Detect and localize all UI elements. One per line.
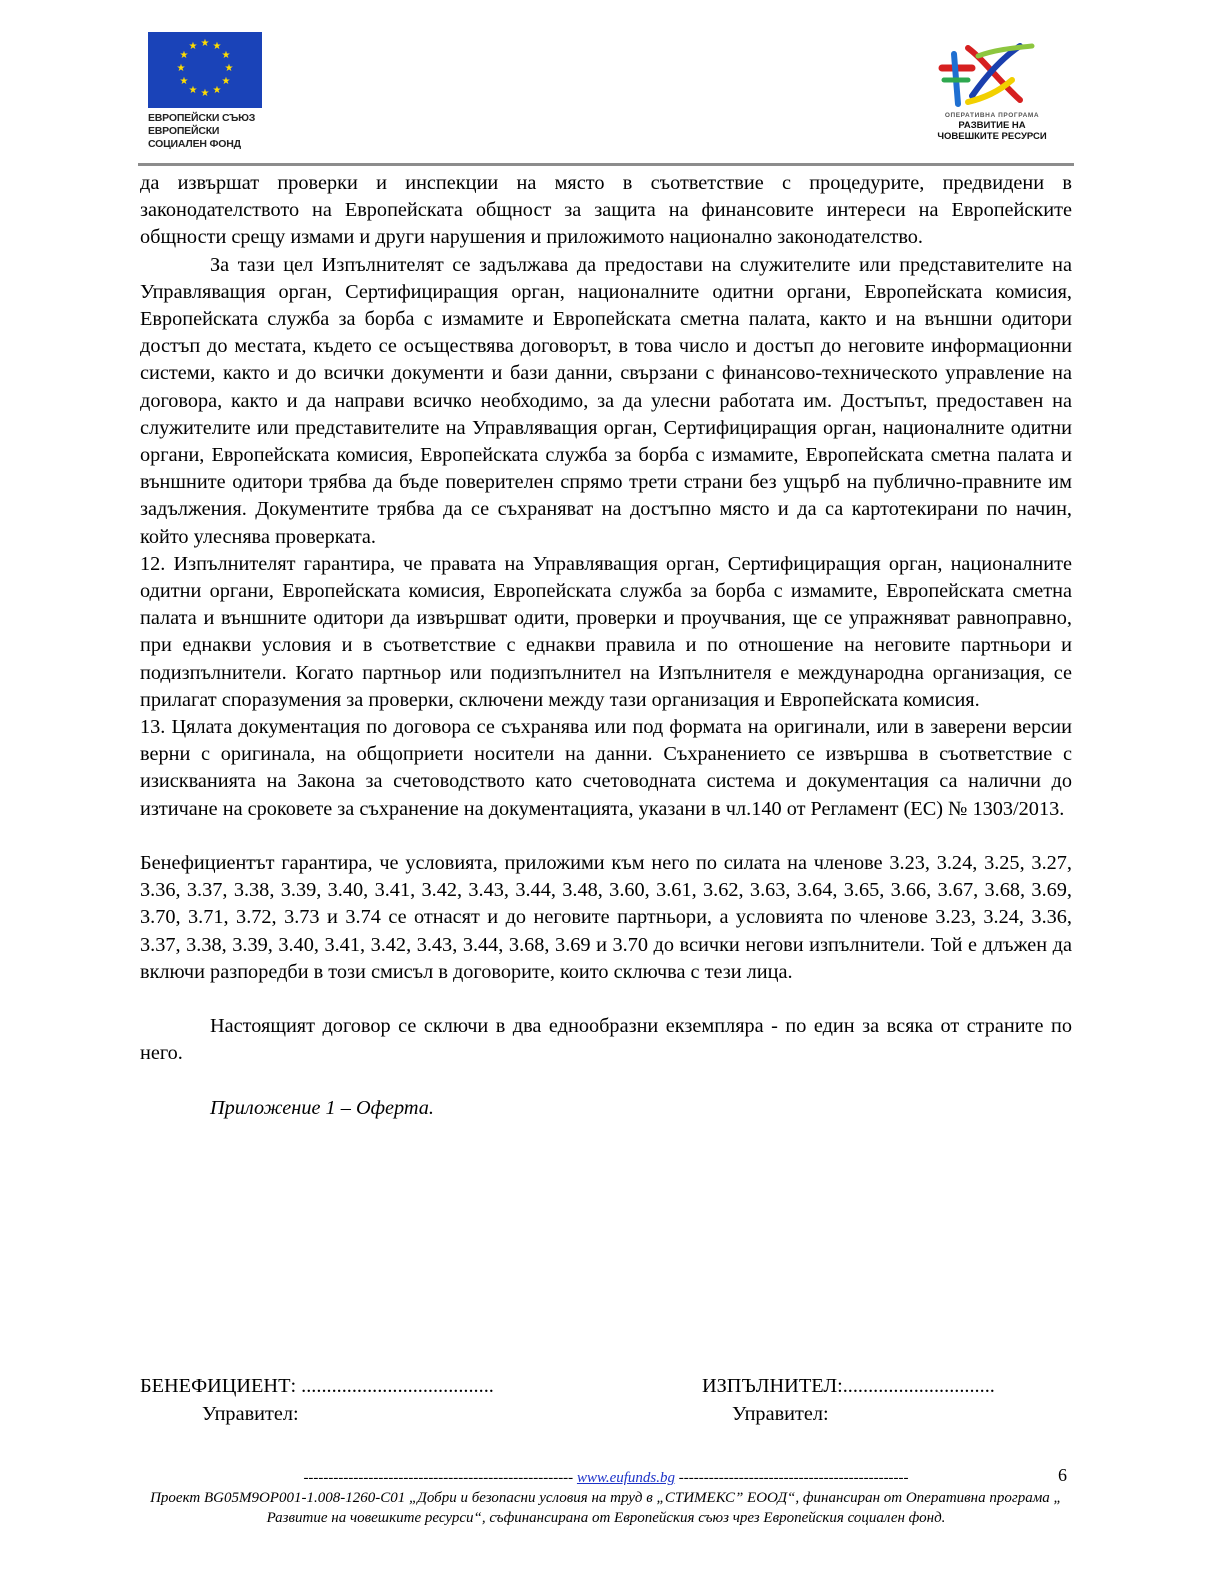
contractor-role: Управител: bbox=[732, 1403, 829, 1425]
paragraph-access: За тази цел Изпълнителят се задължава да предостави на служителите или представителите на Управляващия орган, Сертифициращия орган, националните одитни органи, Европейската комисия, Европейската служба за борба с измамите и Европейската сметна палата, както и на външни одитори достъп до местата, където се осъществява договорът, в това число и достъп до неговите информационни системи, както и до всички документи и бази данни, свързани с финансово-техническото управление на договора, както и да направи всичко необходимо, за да улесни работата им. Достъпът, предоставен на служителите или представителите на Управляващия орган, Сертифициращия орган, националните одитни органи, Европейската комисия, Европейската служба за борба с измамите, Европейската сметна палата и външните одитори трябва да бъде поверителен спрямо трети страни без ущърб на публично-правните им задължения. Документите трябва да се съхраняват на достъпно място и да са картотекирани по начин, който улеснява проверката. bbox=[140, 253, 1072, 548]
contractor-signature bbox=[702, 1372, 995, 1428]
beneficiary-signature bbox=[140, 1372, 494, 1428]
spacer bbox=[140, 823, 1072, 850]
paragraph-beneficiary: Бенефициентът гарантира, че условията, приложими към него по силата на членове 3.23, 3.24, 3.25, 3.27, 3.36, 3.37, 3.38, 3.39, 3.40, 3.41, 3.42, 3.43, 3.44, 3.48, 3.60, 3.61, 3.62, 3.63, 3.64, 3.65, 3.66, 3.67, 3.68, 3.69, 3.70, 3.71, 3.72, 3.73 и 3.74 се отнасят и до неговите партньори, а условията по членове 3.23, 3.24, 3.36, 3.37, 3.38, 3.39, 3.40, 3.41, 3.42, 3.43, 3.44, 3.68, 3.69 и 3.70 до всички негови изпълнители. Той е длъжен да включи разпоредби в този смисъл в договорите, които сключва с тези лица. bbox=[140, 852, 1072, 983]
page-number: 6 bbox=[1058, 1465, 1067, 1485]
spacer bbox=[140, 986, 1072, 1013]
document-body bbox=[140, 170, 1072, 1122]
eufunds-link[interactable]: www.eufunds.bg bbox=[576, 1470, 676, 1486]
spacer bbox=[140, 1068, 1072, 1095]
paragraph-copies: Настоящият договор се сключи в два еднообразни екземпляра - по един за всяка от страните по него. bbox=[140, 1015, 1072, 1065]
header-divider bbox=[138, 163, 1074, 166]
page-footer bbox=[140, 1468, 1072, 1528]
eu-logo bbox=[148, 32, 268, 151]
beneficiary-role: Управител: bbox=[202, 1403, 299, 1425]
paragraph-clause-13: 13. Цялата документация по договора се съхранява или под формата на оригинали, или в заверени версии верни с оригинала, на общоприети носители на данни. Съхранението се извършва в съответствие с изискванията на Закона за счетоводството като счетоводната система и документация са налични до изтичане на сроковете за съхранение на документацията, указани в чл.140 от Регламент (ЕС) № 1303/2013. bbox=[140, 716, 1072, 820]
contractor-label: ИЗПЪЛНИТЕЛ:.............................. bbox=[702, 1375, 995, 1397]
hrd-programme-logo bbox=[924, 40, 1060, 148]
footer-project-text: Проект BG05M9OP001-1.008-1260-C01 „Добри и безопасни условия на труд в „СТИМЕКС” ЕООД“, финансиран от Оперативна програма „ Развитие на човешките ресурси“, съфинансирана от Европейския съюз чрез Европейския социален фонд. bbox=[150, 1490, 1062, 1526]
beneficiary-label: БЕНЕФИЦИЕНТ: ...................................... bbox=[140, 1375, 494, 1397]
eu-flag-icon: ★ ★ ★ ★ ★ ★ ★ ★ ★ ★ ★ ★ bbox=[148, 32, 262, 108]
annex-reference: Приложение 1 – Оферта. bbox=[210, 1096, 434, 1119]
footer-link-line: ------------------------------------------------------ www.eufunds.bg ---------------------------------------------- bbox=[303, 1470, 909, 1486]
hrd-caption: ОПЕРАТИВНА ПРОГРАМА РАЗВИТИЕ НА ЧОВЕШКИТЕ РЕСУРСИ bbox=[937, 112, 1047, 142]
eu-caption: ЕВРОПЕЙСКИ СЪЮЗ ЕВРОПЕЙСКИ СОЦИАЛЕН ФОНД bbox=[148, 112, 256, 150]
paragraph-clause-12: 12. Изпълнителят гарантира, че правата на Управляващия орган, Сертифициращия орган, националните одитни органи, Европейската комисия, Европейската служба за борба с измамите, Европейската сметна палата и външните одитори да извършват одити, проверки и проучвания, ще се упражняват равноправно, при еднакви условия и в съответствие с еднакви правила и по отношение на неговите партньори и подизпълнители. Когато партньор или подизпълнител на Изпълнителя е международна организация, се прилагат споразумения за проверки, сключени между тази организация и Европейската комисия. bbox=[140, 552, 1072, 711]
paragraph-inspections: да извършат проверки и инспекции на място в съответствие с процедурите, предвидени в законодателството на Европейската общност за защита на финансовите интереси на Европейските общности срещу измами и други нарушения и приложимото национално законодателство. bbox=[140, 172, 1072, 249]
hrd-emblem-icon bbox=[924, 40, 1060, 112]
